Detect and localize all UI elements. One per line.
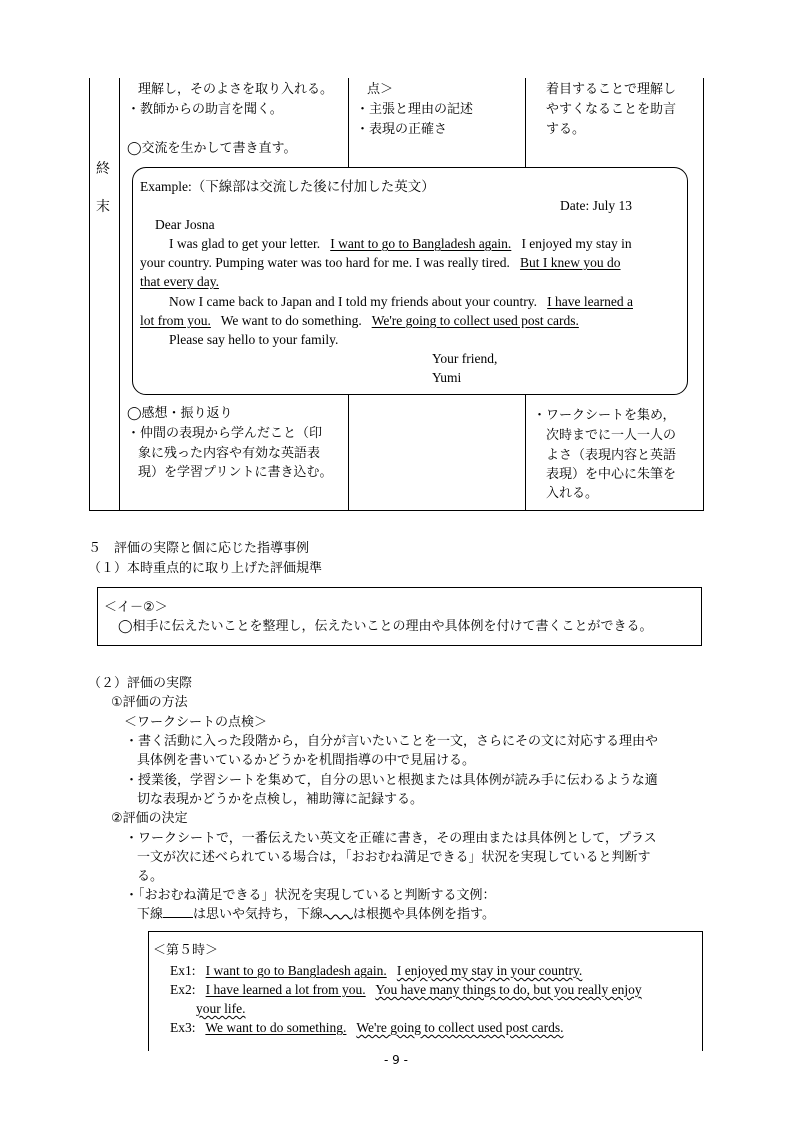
row2-col3-line2: 次時までに一人一人の xyxy=(546,428,677,443)
row1-col3-line3: する。 xyxy=(546,122,586,137)
section5-title: ５ 評価の実際と個に応じた指導事例 xyxy=(88,541,310,556)
table-col-divider-2-bottom xyxy=(525,395,526,511)
underlined-addition-1a: But I knew you do xyxy=(520,255,621,270)
letter-line-2: your country. Pumping water was too hard for me. I was really tired. But I knew you do xyxy=(140,255,621,270)
letter-closing-1: Your friend, xyxy=(432,351,498,366)
example-1-feeling: I want to go to Bangladesh again. xyxy=(205,963,387,978)
phase-label-1: 終 xyxy=(96,161,110,177)
row2-col1-line4: 現）を学習プリントに書き込む。 xyxy=(138,465,333,480)
example-2-cont xyxy=(196,999,246,1019)
row1-col1-line3: ◯交流を生かして書き直す。 xyxy=(127,141,297,156)
decision-line-1: ・ワークシートで，一番伝えたい英文を正確に書き，その理由または具体例として，プラス xyxy=(125,831,657,846)
table-col-divider-1-top xyxy=(348,78,349,168)
table-col-divider-2-top xyxy=(525,78,526,168)
table-bottom-border xyxy=(89,510,704,511)
table-col-divider-1-bottom xyxy=(348,395,349,511)
wavy-underline-sample xyxy=(323,912,353,920)
row1-col2-line2: ・主張と理由の記述 xyxy=(356,102,474,117)
letter-line-5: lot from you. We want to do something. We're going to collect used post cards. xyxy=(140,313,579,328)
decision-title: ②評価の決定 xyxy=(111,811,188,826)
example-3-feeling: We want to do something. xyxy=(205,1020,347,1035)
example-2-reason-cont: your life. xyxy=(196,1001,246,1016)
letter-line-1: I was glad to get your letter. I want to go to Bangladesh again. I enjoyed my stay in xyxy=(169,236,632,251)
underline-legend: 下線 は思いや気持ち，下線 は根拠や具体例を指す。 xyxy=(137,907,495,922)
table-right-border xyxy=(703,78,704,511)
row1-col2-line1: 点＞ xyxy=(367,82,394,97)
page-number: - 9 - xyxy=(384,1053,408,1067)
underlined-addition-2a: I have learned a xyxy=(547,294,633,309)
row1-col3-line1: 着目することで理解し xyxy=(546,82,677,97)
table-left-border xyxy=(89,78,90,511)
method-line-1: ・書く活動に入った段階から，自分が言いたいことを一文，さらにその文に対応する理由や xyxy=(125,734,659,749)
row2-col3-line5: 入れる。 xyxy=(546,486,599,501)
method-line-2: 具体例を書いているかどうかを机間指導の中で見届ける。 xyxy=(137,753,476,768)
method-subtitle: ＜ワークシートの点検＞ xyxy=(124,715,268,730)
letter-salutation: Dear Josna xyxy=(155,217,215,232)
phase-label-2: 末 xyxy=(96,199,110,215)
row2-col1-line1: ◯感想・振り返り xyxy=(127,406,233,421)
method-line-3: ・授業後，学習シートを集めて，自分の思いと根拠または具体例が読み手に伝わるような適 xyxy=(125,773,658,788)
underlined-addition-1b: that every day. xyxy=(140,274,219,289)
table-phase-divider xyxy=(119,78,120,511)
example-1: Ex1: I want to go to Bangladesh again. I enjoyed my stay in your country. xyxy=(170,963,583,978)
example-3: Ex3: We want to do something. We're going to collect used post cards. xyxy=(170,1020,564,1035)
letter-line-3 xyxy=(140,272,219,292)
criteria-box-title: ＜イ－②＞ xyxy=(104,600,168,615)
row1-col3-line2: やすくなることを助言 xyxy=(546,102,677,117)
example-box-title: ＜第５時＞ xyxy=(153,943,219,958)
decision-line-4: ・「おおむね満足できる」状況を実現していると判断する文例： xyxy=(125,888,496,903)
section5-sub1: （１）本時重点的に取り上げた評価規準 xyxy=(88,561,323,576)
letter-line-6: Please say hello to your family. xyxy=(169,332,339,347)
letter-heading: Example:（下線部は交流した後に付加した英文） xyxy=(140,179,435,194)
example-2: Ex2: I have learned a lot from you. You have many things to do, but you really enjoy xyxy=(170,982,642,997)
row2-col3-line4: 表現）を中心に朱筆を xyxy=(546,467,677,482)
section5-sub2: （２）評価の実際 xyxy=(88,676,193,691)
criteria-box-text: ◯相手に伝えたいことを整理し，伝えたいことの理由や具体例を付けて書くことができる。 xyxy=(118,619,653,634)
method-line-4: 切な表現かどうかを点検し，補助簿に記録する。 xyxy=(137,792,424,807)
underlined-addition-2b: lot from you. xyxy=(140,313,211,328)
decision-line-3: る。 xyxy=(137,869,164,884)
row1-col1-line1: 理解し，そのよさを取り入れる。 xyxy=(138,82,334,97)
underlined-addition-3: We're going to collect used post cards. xyxy=(371,313,579,328)
underlined-feeling-1: I want to go to Bangladesh again. xyxy=(330,236,512,251)
row2-col3-line3: よさ（表現内容と英語 xyxy=(546,448,677,463)
letter-date: Date: July 13 xyxy=(560,198,632,213)
row1-col1-line2: ・教師からの助言を聞く。 xyxy=(127,102,283,117)
decision-line-2: 一文が次に述べられている場合は，「おおむね満足できる」状況を実現していると判断す xyxy=(137,850,651,865)
example-3-reason: We're going to collect used post cards. xyxy=(356,1020,564,1035)
row2-col3-line1: ・ワークシートを集め， xyxy=(533,408,676,423)
straight-underline-sample xyxy=(163,905,193,918)
row2-col1-line3: 象に残った内容や有効な英語表 xyxy=(138,446,321,461)
row2-col1-line2: ・仲間の表現から学んだこと（印 xyxy=(127,426,323,441)
example-2-reason: You have many things to do, but you really enjoy xyxy=(375,982,642,997)
letter-closing-2: Yumi xyxy=(432,370,462,385)
letter-line-4: Now I came back to Japan and I told my friends about your country. I have learned a xyxy=(169,294,633,309)
example-1-reason: I enjoyed my stay in your country. xyxy=(396,963,583,978)
method-title: ①評価の方法 xyxy=(111,695,188,710)
row1-col2-line3: ・表現の正確さ xyxy=(356,122,448,137)
example-2-feeling: I have learned a lot from you. xyxy=(205,982,366,997)
